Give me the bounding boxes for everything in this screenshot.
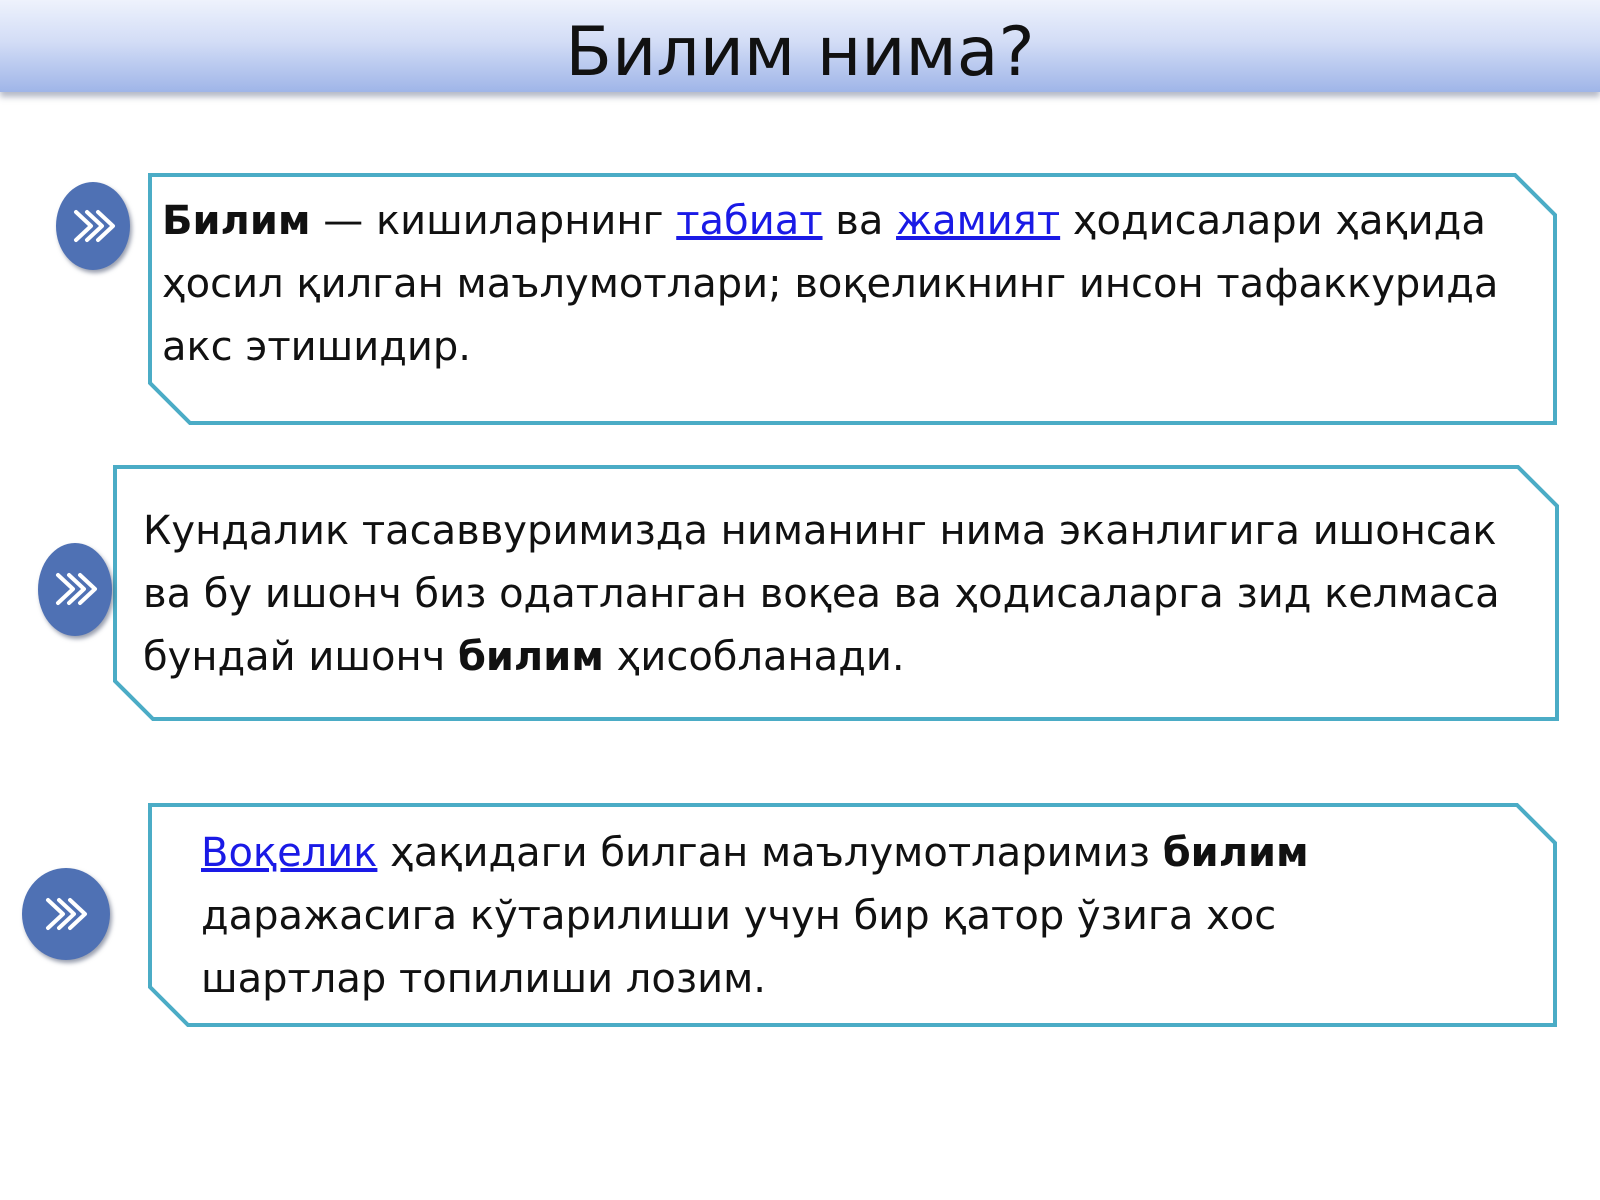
card-2-text-part-2: ҳисобланади. <box>603 634 905 680</box>
card-3-text <box>201 822 1381 1011</box>
double-chevron-right-icon <box>22 868 110 960</box>
card-3-bullet[interactable] <box>22 868 110 960</box>
link-tabiat[interactable]: табиат <box>676 198 823 244</box>
card-3-text-part-1: ҳақидаги билган маълумотларимиз <box>377 830 1163 876</box>
card-1-text-part-2: ва <box>822 198 897 244</box>
card-2-text-part-1: Кундалик тасаввуримизда ниманинг нима эканлигига ишонсак ва бу ишонч биз одатланган воқеа ва ҳодисаларга зид келмаса бундай ишонч <box>143 508 1500 680</box>
card-1-text-part-1: — кишиларнинг <box>310 198 677 244</box>
link-jamiyat[interactable]: жамият <box>896 198 1061 244</box>
card-3-bold-term: билим <box>1162 830 1309 876</box>
slide-title: Билим нима? <box>565 13 1035 92</box>
card-1-bold-term: Билим <box>162 198 311 244</box>
link-voqelik[interactable]: Воқелик <box>201 830 378 876</box>
card-3-text-part-2: даражасига кўтарилиши учун бир қатор ўзига хос шартлар топилиши лозим. <box>201 893 1277 1002</box>
card-2-bold-term: билим <box>457 634 604 680</box>
card-1-text-part-3: ҳодисалари ҳақида ҳосил қилган маълумотлари; воқеликнинг инсон тафаккурида акс этишидир. <box>162 198 1499 370</box>
